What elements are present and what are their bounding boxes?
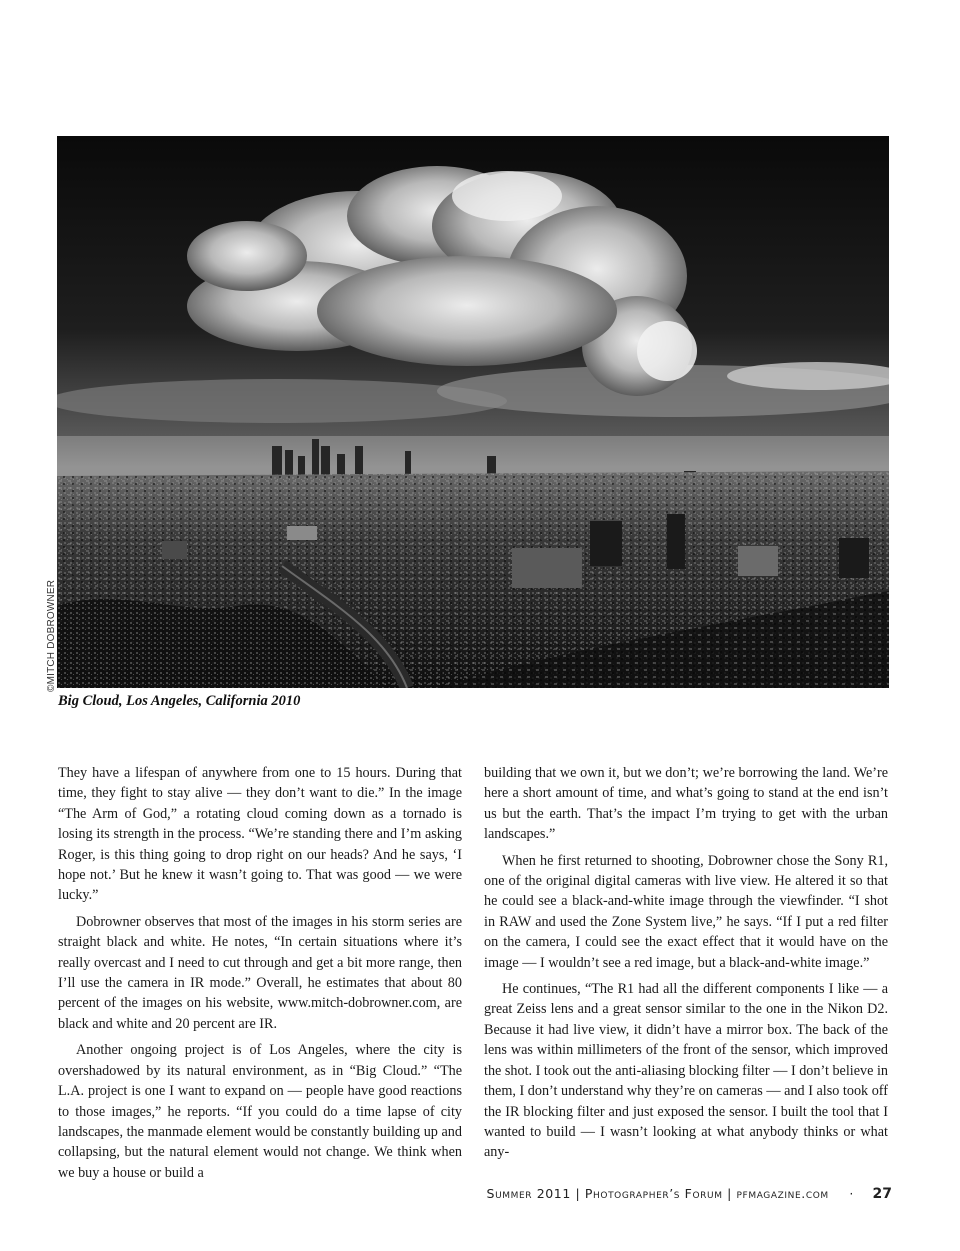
footer-website: pfmagazine.com [736, 1186, 829, 1201]
photo-credit: ©MITCH DOBROWNER [46, 579, 57, 692]
footer-separator: | [727, 1186, 732, 1201]
footer-magazine: Photographer’s Forum [584, 1186, 723, 1201]
footer-bullet: · [849, 1186, 854, 1201]
paragraph: Another ongoing project is of Los Angeles, where the city is overshadowed by its natural environment, as in “Big Cloud.” “The L.A. project is one I want to expand on — people have good reactions to those images,” he reports. “If you could do a time lapse of city landscapes, the manmade element would be constantly building up and collapsing, but the natural element would not change. We think when we buy a house or build a [58, 1042, 462, 1181]
article-column-right [484, 763, 888, 1163]
big-cloud-photo [57, 136, 889, 688]
photo-caption: Big Cloud, Los Angeles, California 2010 [58, 693, 301, 709]
paragraph: Dobrowner observes that most of the images in his storm series are straight black and white. He notes, “In certain situations where it’s really overcast and I need to cut through and get a bit more range, then I’ll use the camera in IR mode.” Overall, he estimates that about 80 percent of the images on his website, www.mitch-dobrowner.com, are black and white and 20 percent are IR. [58, 913, 462, 1032]
paragraph: He continues, “The R1 had all the different components I like — a great Zeiss lens and a great sensor similar to the one in the Nikon D2. Because it had live view, it didn’t have a mirror box. The back of the lens was within millimeters of the front of the sensor, which improved the shot. I took out the anti-aliasing blocking filter — I don’t believe in them, I don’t understand why they’re on cameras — and I also took off the IR blocking filter and just exposed the sensor. I built the tool that I wanted to build — I wasn’t looking at what anybody thinks or what any- [484, 981, 888, 1161]
paragraph: When he first returned to shooting, Dobrowner chose the Sony R1, one of the original digital cameras with live view. He altered it so that he could see a black-and-white image through the viewfinder. “I shot in RAW and used the Zone System live,” he says. “If I put a red filter on the camera, I could see the exact effect that it would have on the image — I wouldn’t see a red image, but a black-and-white image.” [484, 852, 888, 971]
footer-issue: Summer 2011 [486, 1186, 571, 1201]
footer-separator: | [575, 1186, 581, 1201]
page-number: 27 [872, 1186, 892, 1202]
page-footer [487, 1186, 892, 1202]
paragraph: building that we own it, but we don’t; we’re borrowing the land. We’re here a short amount of time, and what’s going to stand at the end isn’t us but the earth. That’s the impact I’m trying to get with the urban landscapes.” [484, 765, 888, 843]
article-column-left [58, 763, 462, 1183]
paragraph: They have a lifespan of anywhere from one to 15 hours. During that time, they fight to stay alive — they don’t want to die.” In the image “The Arm of God,” a rotating cloud coming down as a tornado is losing its strength in the process. “We’re standing there and I’m asking Roger, is this thing going to drop right on our heads? And he says, ‘I hope not.’ But he knew it wasn’t going to. That was good — we were lucky.” [58, 765, 462, 904]
